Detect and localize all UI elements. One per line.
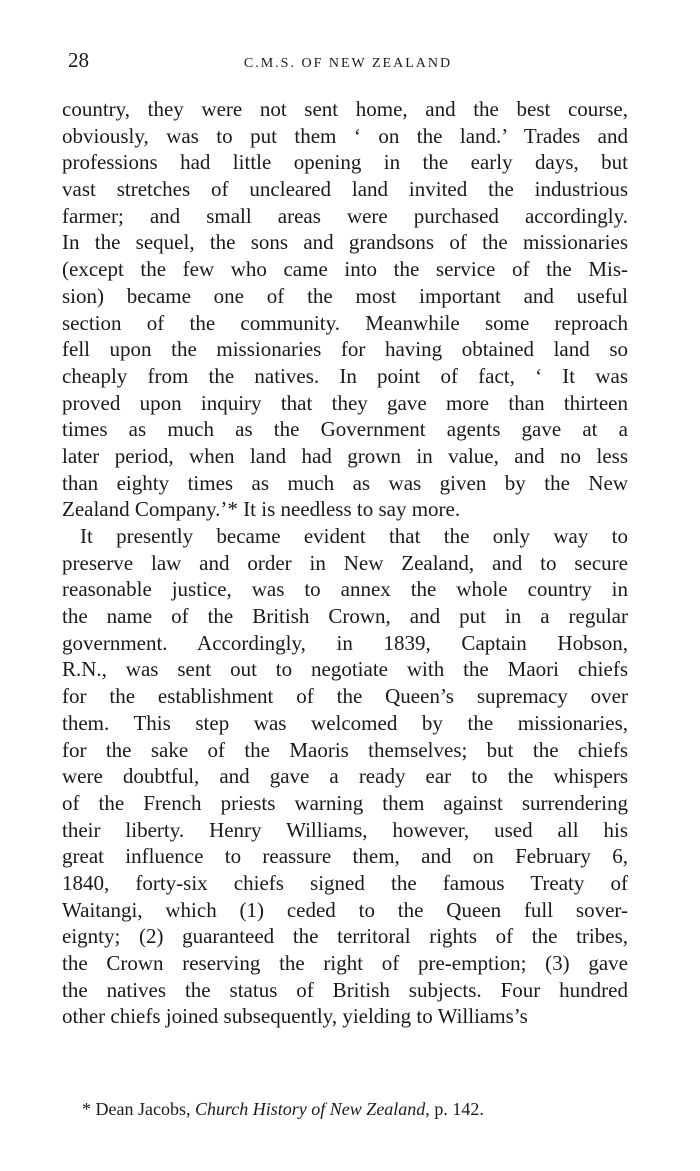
text-line: It presently became evident that the only way to (80, 524, 628, 548)
text-line: proved upon inquiry that they gave more than thirteen (62, 390, 628, 415)
footnote-marker: * (82, 1099, 91, 1119)
text-line: In the sequel, the sons and grandsons of the missionaries (62, 230, 628, 255)
text-line: great influence to reassure them, and on February 6, (62, 844, 628, 869)
text-line: eignty; (2) guaranteed the territoral rights of the tribes, (62, 924, 628, 949)
text-line: professions had little opening in the early days, but (62, 150, 628, 175)
text-line: of the French priests warning them against surrendering (62, 790, 628, 815)
text-line: government. Accordingly, in 1839, Captain Hobson, (62, 630, 628, 655)
text-line: preserve law and order in New Zealand, and to secure (62, 550, 628, 575)
footnote-author: Dean Jacobs, (95, 1099, 191, 1119)
text-line: the Crown reserving the right of pre-emption; (3) gave (62, 951, 628, 975)
text-line: Zealand Company.’* It is needless to say more. (62, 497, 461, 522)
text-line: 1840, forty-six chiefs signed the famous Treaty of (62, 870, 628, 895)
text-line: the name of the British Crown, and put in a regular (62, 604, 628, 629)
text-line: for the sake of the Maoris themselves; but the chiefs (62, 737, 628, 762)
text-line: times as much as the Government agents gave at a (62, 417, 628, 442)
text-line: (except the few who came into the service of the Mis- (62, 257, 628, 282)
text-line: farmer; and small areas were purchased accordingly. (62, 203, 628, 228)
running-head: C.M.S. OF NEW ZEALAND (243, 56, 453, 71)
text-line: Waitangi, which (1) ceded to the Queen full sover- (62, 897, 628, 922)
footnote-title: Church History of New Zealand, (194, 1099, 430, 1119)
text-line: the natives the status of British subjects. Four hundred (62, 977, 628, 1002)
text-line: reasonable justice, was to annex the whole country in (62, 577, 628, 602)
text-line: later period, when land had grown in value, and no less (62, 443, 628, 468)
text-line: for the establishment of the Queen’s supremacy over (62, 684, 628, 709)
text-line: section of the community. Meanwhile some reproach (62, 310, 628, 335)
text-line: them. This step was welcomed by the missionaries, (62, 710, 628, 735)
text-line: cheaply from the natives. In point of fact, ‘ It was (62, 363, 628, 388)
footnote (82, 1099, 484, 1120)
page-number: 28 (68, 48, 89, 72)
text-line: their liberty. Henry Williams, however, used all his (62, 817, 628, 842)
text-line: obviously, was to put them ‘ on the land.’ Trades and (62, 123, 628, 148)
text-line: R.N., was sent out to negotiate with the Maori chiefs (62, 657, 628, 682)
text-line: sion) became one of the most important and useful (62, 283, 628, 308)
text-line: were doubtful, and gave a ready ear to the whispers (62, 764, 628, 789)
body-text (62, 96, 628, 1030)
text-line: fell upon the missionaries for having obtained land so (62, 337, 628, 362)
text-line: than eighty times as much as was given by the New (62, 470, 628, 495)
page-header (68, 48, 628, 78)
text-line: other chiefs joined subsequently, yielding to Williams’s (62, 1004, 528, 1029)
footnote-page: p. 142. (434, 1099, 484, 1119)
text-line: vast stretches of uncleared land invited the industrious (62, 177, 628, 202)
text-line: country, they were not sent home, and the best course, (62, 97, 628, 121)
